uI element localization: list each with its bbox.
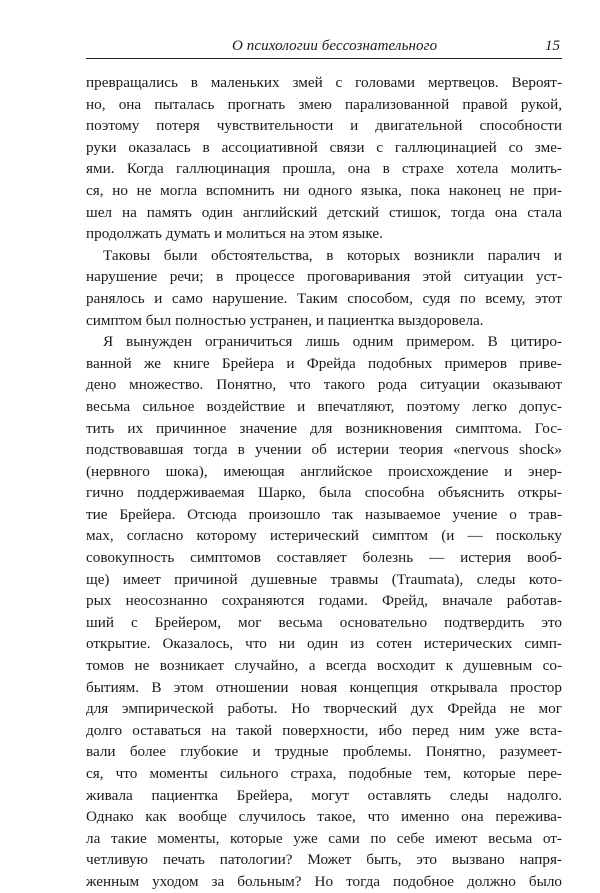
text-line: ще) имеет причиной душевные травмы (Traumata), следы кото- [86, 570, 562, 588]
text-line: ся, но не могла вспомнить ни одного языка, пока наконец не при- [86, 181, 562, 199]
text-line: руки оказалась в ассоциативной связи с галлюцинацией со зме- [86, 138, 562, 156]
text-line: открытие. Оказалось, что ни один из сотен истерических симп- [86, 635, 562, 653]
paragraph [86, 331, 562, 892]
text-line: дено множество. Понятно, что такого рода ситуации оказывают [86, 376, 562, 394]
text-line: ла такие моменты, которые уже сами по себе имеют весьма от- [86, 829, 562, 847]
text-line: для эмпирической работы. Но творческий дух Фрейда не мог [86, 700, 562, 718]
text-line: поэтому потеря чувствительности и двигательной способности [86, 117, 562, 135]
text-line: (нервного шока), имеющая английское происхождение и энер- [86, 462, 562, 480]
running-title: О психологии бессознательного [232, 38, 438, 54]
text-line: рых неосознанно сохраняются годами. Фрейд, вначале работав- [86, 592, 562, 610]
text-line: четливую печать патологии? Может быть, это вызвано напря- [86, 851, 562, 869]
text-line: гично поддерживаемая Шарко, была способна объяснить откры- [86, 484, 562, 502]
text-line: превращались в маленьких змей с головами мертвецов. Вероят- [86, 74, 562, 91]
text-line: весьма сильное воздействие и впечатляют, поэтому легко допус- [86, 397, 562, 415]
paragraph [86, 245, 562, 331]
text-line: совокупность симптомов составляет болезнь — истерия вооб- [86, 549, 562, 567]
running-header [86, 36, 562, 59]
page-number: 15 [545, 38, 560, 54]
text-line: Однако как вообще случилось такое, что именно она пережива- [86, 808, 562, 826]
text-line: ся, что моменты сильного страха, подобные тем, которые пере- [86, 765, 562, 782]
paragraph [86, 72, 562, 245]
text-line: бытиям. В этом отношении новая концепция открывала простор [86, 678, 562, 696]
text-line: вали более глубокие и трудные проблемы. Понятно, разумеет- [86, 743, 562, 761]
text-line: мах, согласно которому истерический симптом (и — поскольку [86, 527, 562, 545]
text-line: ями. Когда галлюцинация прошла, она в страхе хотела молить- [86, 160, 562, 178]
text-line: живала пациентка Брейера, могут оставлять следы надолго. [86, 786, 562, 804]
text-line: ший с Брейером, мог весьма основательно подтвердить это [86, 613, 562, 631]
text-line: тить их причинное значение для возникновения симптома. Гос- [86, 419, 562, 437]
text-line: продолжать думать и молиться на этом языке. [86, 225, 383, 243]
text-line: шел на память один английский детский стишок, тогда она стала [86, 203, 562, 221]
text-line: ранялось и само нарушение. Таким способом, судя по всему, этот [86, 289, 562, 307]
text-line: но, она пыталась прогнать змею парализованной правой рукой, [86, 95, 562, 113]
text-line: нарушение речи; в процессе проговаривания этой ситуации уст- [86, 268, 562, 286]
body-text [86, 72, 562, 893]
text-line: женным уходом за больным? Но тогда подобное должно было [86, 872, 562, 890]
text-line: тие Брейера. Отсюда произошло так называемое учение о трав- [86, 505, 562, 523]
text-line: подствовавшая тогда в учении об истерии теория «nervous shock» [86, 441, 562, 459]
text-line: Таковы были обстоятельства, в которых возникли паралич и [103, 246, 562, 264]
text-line: симптом был полностью устранен, и пациентка выздоровела. [86, 311, 484, 329]
text-line: томов не возникает случайно, а всегда восходит к душевным со- [86, 657, 562, 675]
text-line: долго оставаться на такой поверхности, ибо перед ним уже вста- [86, 721, 562, 739]
text-line: Я вынужден ограничиться лишь одним примером. В цитиро- [103, 333, 562, 351]
text-line: ванной же книге Брейера и Фрейда подобных примеров приве- [86, 354, 562, 372]
